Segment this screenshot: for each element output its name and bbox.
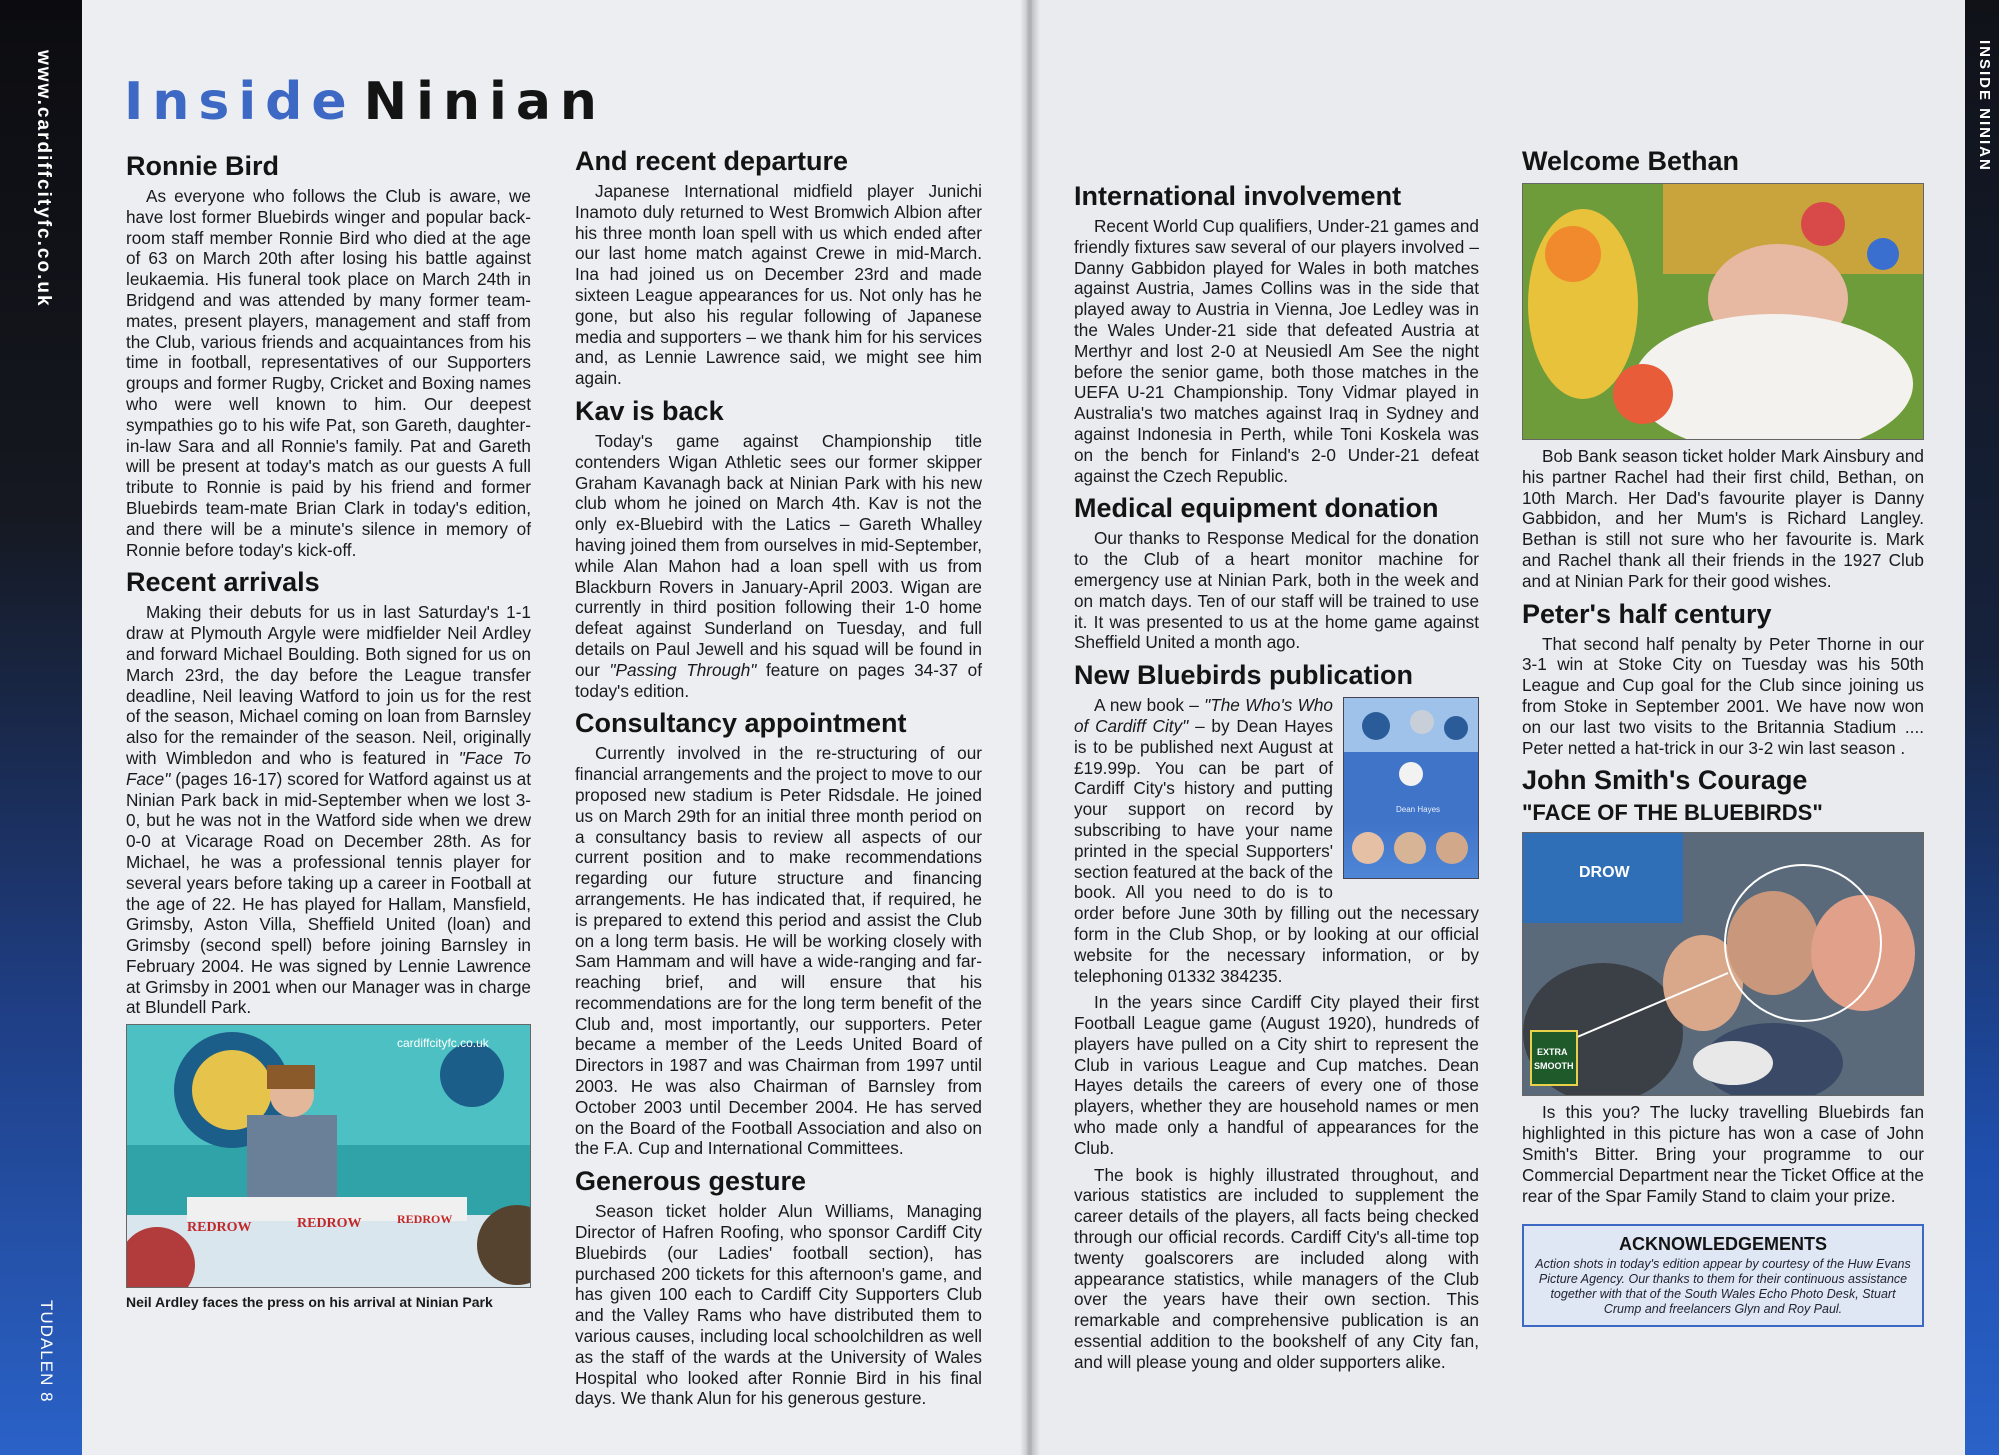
recent-departure-text: Japanese International midfield player Junichi Inamoto duly returned to West Bromwich Albion after his three month loan spell with us which ended after our last home match against Crewe in mid-March. Ina had joined us on December 23rd and made sixteen League appearances for us. Not only has he gone, but also his regular following of Japanese media and supporters – we thank him for his services and, as Lennie Lawrence said, we might see him again.	[575, 181, 982, 389]
column-3	[1074, 180, 1479, 1373]
baby-photo	[1522, 183, 1924, 440]
generous-gesture-text: Season ticket holder Alun Williams, Managing Director of Hafren Roofing, who sponsor Cardiff City Bluebirds (our Ladies' football section), has purchased 200 tickets for this afternoon's game, and has given 100 each to Cardiff City Supporters Club and the Valley Rams who have distributed them to various causes, including local schoolchildren as well as the staff of the wards at the University of Wales Hospital who looked after Ronnie Bird in his final days. We thank Alun for his generous gesture.	[575, 1201, 982, 1409]
heading-ronnie-bird: Ronnie Bird	[126, 151, 279, 181]
recent-arrivals-text: Making their debuts for us in last Saturday's 1-1 draw at Plymouth Argyle were midfielder Neil Ardley and forward Michael Boulding. Both signed for us on March 23rd, the day before the League transfer deadline, Neil leaving Watford to join us for the rest of the season, Michael coming on loan from Barnsley also for the remainder of the season. Neil, originally with Wimbledon and who is featured in "Face To Face" (pages 16-17) scored for Watford against us at Ninian Park back in mid-September when we lost 3-0, but he was not in the Watford side when we drew 0-0 at Vicarage Road on December 28th. As for Michael, he was a professional tennis player for several years before taking up a career in Football at the age of 22. He has played for Hallam, Mansfield, Grimsby, Aston Villa, Sheffield United (loan) and Grimsby (second spell) before joining Barnsley in February 2004. He was signed by Lennie Lawrence at Grimsby in 2001 when our Manager was in charge at Blundell Park.	[126, 602, 531, 1018]
publication-text-2: In the years since Cardiff City played their first Football League game (August 1920), hundreds of players have pulled on a City shirt to represent the Club in various League and Cup matches. Dean Hayes details the careers of every one of those players, whether they are household names or men who made only a handful of appearances for the Club.	[1074, 992, 1479, 1158]
fans-photo-banner: DROW	[1579, 864, 1630, 882]
book-author: Dean Hayes	[1396, 805, 1441, 815]
heading-medical: Medical equipment donation	[1074, 493, 1439, 524]
left-spine	[0, 0, 82, 1455]
acknowledgements-box	[1522, 1224, 1924, 1327]
publication-text-3: The book is highly illustrated throughout, and various statistics are included to supplement the career details of the players, all facts being checked through our official records. Cardiff City's all-time top twenty goalscorers are included along with appearance statistics, while managers of the Club over the years have their own section. This remarkable and comprehensive publication is an essential addition to the bookshelf of any City fan, and will please young and older supporters alike.	[1074, 1164, 1479, 1372]
photo-caption: Neil Ardley faces the press on his arrival at Ninian Park	[126, 1294, 493, 1311]
heading-recent-arrivals: Recent arrivals	[126, 567, 320, 598]
ronnie-bird-text: As everyone who follows the Club is aware, we have lost former Bluebirds winger and popular back-room staff member Ronnie Bird who died at the age of 63 on March 20th after losing his battle against leukaemia. His funeral took place on March 24th in Bridgend and was attended by many former team-mates, present players, management and staff from the Club, various friends and acquaintances from his time in football, representatives of our Supporters groups and former Rugby, Cricket and Boxing names who were well known to him. Our deepest sympathies go to his wife Pat, son Gareth, daughter-in-law Sara and all Ronnie's family. Pat and Gareth will be present at today's match as our guests A full tribute to Ronnie is paid by his friend and former Bluebirds team-mate Brian Clark in today's edition, and there will be a minute's silence in memory of Ronnie before today's kick-off.	[126, 186, 531, 560]
title-inside: Inside	[124, 72, 356, 132]
badge-line-1: EXTRA	[1537, 1047, 1568, 1058]
heading-john-smiths: John Smith's Courage	[1522, 765, 1808, 796]
photo-site-text: cardiffcityfc.co.uk	[397, 1036, 489, 1051]
heading-publication: New Bluebirds publication	[1074, 660, 1414, 691]
john-smiths-text: Is this you? The lucky travelling Bluebirds fan highlighted in this picture has won a case of John Smith's Bitter. Bring your programme to our Commercial Department near the Ticket Office at the rear of the Spar Family Stand to claim your prize.	[1522, 1102, 1924, 1206]
book-cover-graphic	[1344, 698, 1478, 878]
heading-generous-gesture: Generous gesture	[575, 1166, 807, 1197]
column-3-top	[1074, 72, 1479, 78]
photo-banner-1: REDROW	[187, 1220, 252, 1236]
badge-line-2: SMOOTH	[1534, 1061, 1574, 1072]
heading-peters-half-century: Peter's half century	[1522, 598, 1772, 629]
book-gutter	[1020, 0, 1040, 1455]
website-url[interactable]: www.cardiffcityfc.co.uk	[33, 50, 54, 308]
welcome-bethan-text: Bob Bank season ticket holder Mark Ainsbury and his partner Rachel had their first child, Bethan, on 10th March. Her Dad's favourite player is Danny Gabbidon, and her Mum's is Richard Langley. Bethan is still not sure who her favourite is. Mark and Rachel thank all their friends in the 1927 Club and at Ninian Park for their good wishes.	[1522, 446, 1924, 591]
page-title	[124, 72, 606, 132]
column-2	[575, 145, 982, 1415]
book-cover-image	[1343, 697, 1479, 879]
kav-is-back-text: Today's game against Championship title contenders Wigan Athletic sees our former skipper Graham Kavanagh back at Ninian Park with his new club whom he joined on March 4th. Kav is not the only ex-Bluebird with the Latics – Gareth Whalley having joined them from ourselves in mid-September, while Alan Mahon had a loan spell with us from Blackburn Rovers in January-April 2003. Wigan are currently in third position following their 1-0 home defeat against Sunderland on Tuesday, and full details on Paul Jewell and his squad will be found in our "Passing Through" feature on pages 34-37 of today's edition.	[575, 430, 982, 701]
heading-international: International involvement	[1074, 181, 1402, 211]
acknowledgements-text: Action shots in today's edition appear by courtesy of the Huw Evans Picture Agency. Our thanks to them for their continuous assistance together with that of the South Wales Echo Photo Desk, Stuart Crump and freelancers Glyn and Roy Paul.	[1535, 1257, 1911, 1317]
press-conference-photo	[126, 1024, 531, 1288]
heading-recent-departure: And recent departure	[575, 146, 849, 176]
heading-welcome-bethan: Welcome Bethan	[1522, 146, 1740, 176]
heading-kav-is-back: Kav is back	[575, 395, 724, 426]
photo-banner-3: REDROW	[397, 1212, 453, 1227]
fans-photo	[1522, 832, 1924, 1096]
fans-image	[1523, 833, 1923, 1095]
page-number: TUDALEN 8	[37, 1300, 56, 1403]
press-conference-image	[127, 1025, 530, 1287]
face-of-the-bluebirds: "FACE OF THE BLUEBIRDS"	[1522, 800, 1823, 826]
heading-consultancy: Consultancy appointment	[575, 708, 907, 739]
column-1	[126, 150, 531, 1310]
column-4	[1522, 145, 1924, 1327]
consultancy-text: Currently involved in the re-structuring of our financial arrangements and the project to move to our proposed new stadium is Peter Ridsdale. He joined us on March 29th for an initial three month period on a consultancy basis to review all aspects of our current position and to make recommendations regarding our future structure and financing arrangements. He has indicated that, if required, he is prepared to extend this period and assist the Club on a long term basis. He will be working closely with Sam Hammam and will have a wide-ranging and far-reaching brief, and will ensure that his recommendations are for the long term benefit of the Club and, most importantly, our supporters. Peter became a member of the Leeds United Board of Directors in 1987 and was Chairman from 1997 until 2003. He was also Chairman of Barnsley from October 2003 until December 2004. He has served on the Board of the Football Association and also on the F.A. Cup and International Committees.	[575, 743, 983, 1159]
peters-half-century-text: That second half penalty by Peter Thorne in our 3-1 win at Stoke City on Tuesday was his 50th League and Cup goal for the Club since joining us from Stoke in September 2001. We have now won on our last two visits to the Britannia Stadium .... Peter netted a hat-trick in our 3-2 win last season .	[1522, 633, 1924, 758]
acknowledgements-title: ACKNOWLEDGEMENTS	[1619, 1234, 1827, 1255]
photo-banner-2: REDROW	[297, 1216, 362, 1232]
medical-text: Our thanks to Response Medical for the donation to the Club of a heart monitor machine for emergency use at Ninian Park, both in the week and on match days. Ten of our staff will be trained to use it. It was presented to us at the home game against Sheffield United a month ago.	[1074, 528, 1479, 653]
publication-text-1: A new book – "The Who's Who of Cardiff City" – by Dean Hayes is to be published next August at £19.99p. You can be part of Cardiff City's history and putting your support on record by subscribing to have your name printed in the special Supporters' section featured at the back of the book. All you need to do is to order before June 30th by filling out the necessary form in the Club Shop, or by looking at our official website for the necessary information, or by telephoning 01332 384235.	[1074, 695, 1479, 986]
international-text: Recent World Cup qualifiers, Under-21 games and friendly fixtures saw several of our players involved – Danny Gabbidon played for Wales in both matches against Austria, James Collins was in the side that played away to Austria in Vienna, Joe Ledley was in the Wales Under-21 side that defeated Austria at Merthyr and lost 2-0 at Neusiedl Am See the night before the senior game, both those matches in the UEFA U-21 Championship. Tony Vidmar played in Australia's two matches against Iraq in Sydney and against Indonesia in Perth, while Toni Koskela was on the bench for Finland's 2-0 Under-21 defeat against the Czech Republic.	[1074, 216, 1479, 486]
right-spine	[1965, 0, 1999, 1455]
baby-image	[1523, 184, 1923, 439]
right-edge-label: INSIDE NINIAN	[1976, 40, 1993, 172]
title-ninian: Ninian	[363, 72, 606, 132]
